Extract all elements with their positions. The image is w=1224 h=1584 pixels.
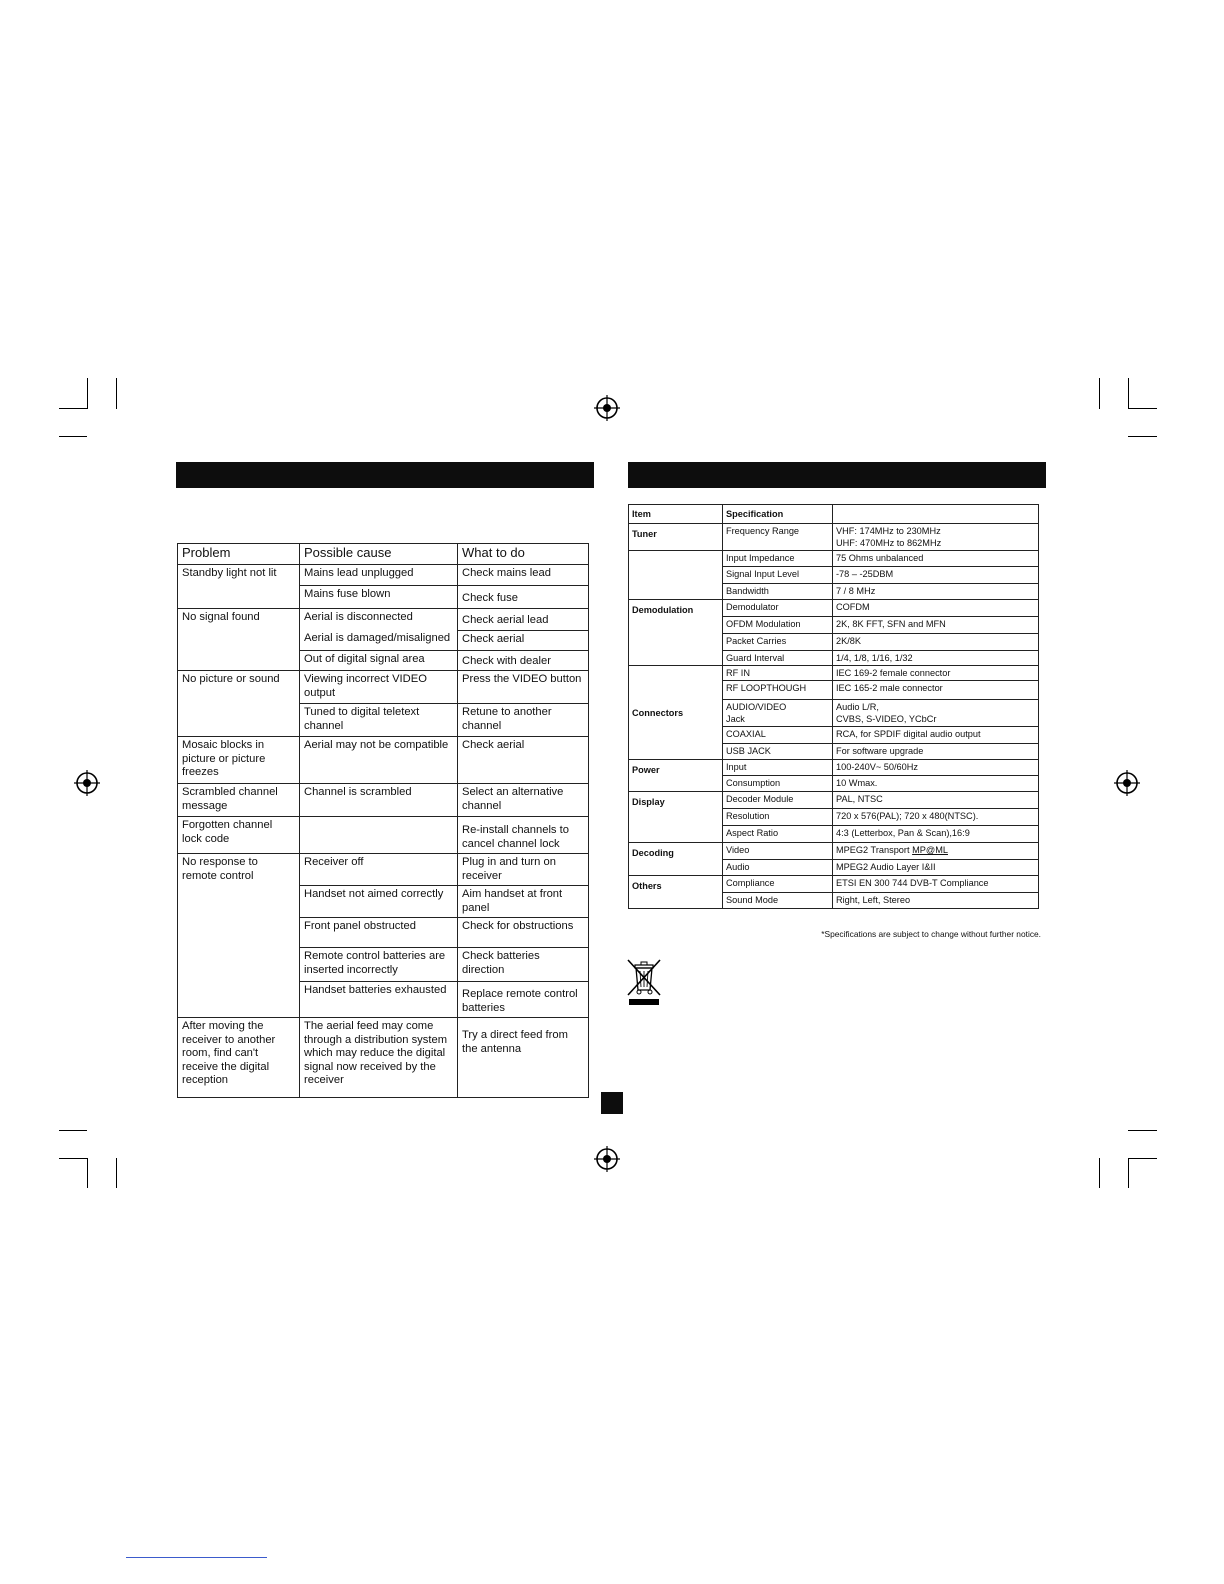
table-row	[629, 551, 1039, 567]
value-cell: Right, Left, Stereo	[833, 893, 1039, 909]
action-cell: Try a direct feed from the antenna	[458, 1018, 589, 1098]
problem-cell: Scrambled channel message	[178, 784, 300, 817]
column-header	[833, 505, 1039, 524]
value-cell: ETSI EN 300 744 DVB-T Compliance	[833, 876, 1039, 893]
problem-cell: No response to remote control	[178, 854, 300, 1018]
crop-mark	[1128, 436, 1157, 437]
table-row	[178, 565, 589, 586]
table-row	[178, 1018, 589, 1098]
item-cell: Input Impedance	[723, 551, 833, 567]
crop-mark	[59, 1158, 87, 1159]
item-cell: Consumption	[723, 776, 833, 792]
cause-cell: Viewing incorrect VIDEO output	[300, 671, 458, 704]
value-cell: 75 Ohms unbalanced	[833, 551, 1039, 567]
action-cell: Check with dealer	[458, 650, 589, 671]
table-header-row	[629, 505, 1039, 524]
cause-cell: Mains fuse blown	[300, 586, 458, 609]
cause-cell: Remote control batteries are inserted incorrectly	[300, 948, 458, 982]
action-cell: Check aerial lead	[458, 609, 589, 631]
cause-cell: Channel is scrambled	[300, 784, 458, 817]
action-cell: Check for obstructions	[458, 918, 589, 948]
table-row	[178, 784, 589, 817]
action-cell: Aim handset at front panel	[458, 886, 589, 918]
item-cell: USB JACK	[723, 744, 833, 760]
group-cell: Decoding	[629, 843, 723, 876]
crop-mark	[59, 408, 87, 409]
item-cell: Demodulator	[723, 600, 833, 617]
value-line: VHF: 174MHz to 230MHz	[836, 526, 941, 536]
value-cell: COFDM	[833, 600, 1039, 617]
column-header: What to do	[458, 544, 589, 565]
item-cell: Compliance	[723, 876, 833, 893]
specifications-table	[628, 504, 1039, 909]
table-row	[629, 600, 1039, 617]
item-cell: OFDM Modulation	[723, 617, 833, 634]
page-number-block	[601, 1092, 623, 1114]
item-cell: Guard Interval	[723, 651, 833, 666]
value-cell: 10 Wmax.	[833, 776, 1039, 792]
value-cell: 1/4, 1/8, 1/16, 1/32	[833, 651, 1039, 666]
action-cell: Check fuse	[458, 586, 589, 609]
table-row	[178, 817, 589, 854]
specifications-header-bar	[628, 462, 1046, 488]
cause-cell: Handset not aimed correctly	[300, 886, 458, 918]
crop-mark	[1099, 378, 1100, 409]
crop-mark	[1128, 1158, 1157, 1159]
table-row	[629, 760, 1039, 776]
value-cell: -78 – -25DBM	[833, 567, 1039, 584]
action-cell: Check batteries direction	[458, 948, 589, 982]
cause-cell: Receiver off	[300, 854, 458, 886]
group-cell: Display	[629, 792, 723, 843]
item-line: AUDIO/VIDEO	[726, 702, 787, 712]
action-cell: Retune to another channel	[458, 704, 589, 737]
table-row	[178, 671, 589, 704]
value-underlined-text: MP@ML	[912, 845, 948, 855]
crop-mark	[1099, 1158, 1100, 1188]
item-cell: Aspect Ratio	[723, 826, 833, 843]
cause-cell: Out of digital signal area	[300, 650, 458, 671]
crop-mark	[87, 1158, 88, 1188]
problem-cell: Forgotten channel lock code	[178, 817, 300, 854]
item-cell	[723, 700, 833, 727]
crop-mark	[116, 1158, 117, 1188]
group-cell: Connectors	[629, 666, 723, 760]
value-cell: For software upgrade	[833, 744, 1039, 760]
crosshair-registration-icon	[74, 770, 100, 796]
value-line: Audio L/R,	[836, 702, 879, 712]
item-cell: Decoder Module	[723, 792, 833, 809]
cause-cell: Front panel obstructed	[300, 918, 458, 948]
action-cell: Replace remote control batteries	[458, 982, 589, 1018]
table-header-row	[178, 544, 589, 565]
crossed-out-wheelie-bin-icon	[626, 957, 662, 1007]
cause-cell	[300, 817, 458, 854]
table-row	[629, 843, 1039, 860]
table-row	[178, 737, 589, 784]
value-cell: 2K, 8K FFT, SFN and MFN	[833, 617, 1039, 634]
column-header: Possible cause	[300, 544, 458, 565]
value-cell: 4:3 (Letterbox, Pan & Scan),16:9	[833, 826, 1039, 843]
group-cell: Tuner	[629, 524, 723, 551]
crop-mark	[59, 1130, 87, 1131]
group-cell: Power	[629, 760, 723, 792]
column-header: Item	[629, 505, 723, 524]
value-cell	[833, 700, 1039, 727]
crop-mark	[87, 378, 88, 409]
column-header: Specification	[723, 505, 833, 524]
problem-cell: No signal found	[178, 609, 300, 671]
value-cell: 2K/8K	[833, 634, 1039, 651]
action-cell: Check aerial	[458, 630, 589, 650]
action-cell: Press the VIDEO button	[458, 671, 589, 704]
crop-mark	[1128, 408, 1157, 409]
specifications-footnote: *Specifications are subject to change without further notice.	[821, 929, 1041, 939]
item-cell: Frequency Range	[723, 524, 833, 551]
divider	[126, 1557, 267, 1558]
item-cell: Audio	[723, 860, 833, 876]
problem-cell: Standby light not lit	[178, 565, 300, 609]
item-cell: Packet Carries	[723, 634, 833, 651]
table-row	[629, 666, 1039, 681]
item-cell: COAXIAL	[723, 727, 833, 744]
cause-cell: Aerial is disconnected	[300, 609, 458, 631]
action-cell: Select an alternative channel	[458, 784, 589, 817]
item-cell: RF LOOPTHOUGH	[723, 681, 833, 700]
cause-cell: Tuned to digital teletext channel	[300, 704, 458, 737]
item-cell: Input	[723, 760, 833, 776]
value-line: UHF: 470MHz to 862MHz	[836, 538, 942, 548]
problem-cell: No picture or sound	[178, 671, 300, 737]
group-cell	[629, 551, 723, 600]
item-cell: Resolution	[723, 809, 833, 826]
group-cell: Demodulation	[629, 600, 723, 666]
value-cell: PAL, NTSC	[833, 792, 1039, 809]
item-cell: Sound Mode	[723, 893, 833, 909]
troubleshooting-header-bar	[176, 462, 594, 488]
crop-mark	[1128, 1158, 1129, 1188]
cause-cell: Handset batteries exhausted	[300, 982, 458, 1018]
value-cell: MPEG2 Audio Layer I&II	[833, 860, 1039, 876]
cause-cell: Aerial is damaged/misaligned	[300, 630, 458, 650]
crop-mark	[1128, 1130, 1157, 1131]
item-cell: Bandwidth	[723, 584, 833, 600]
item-cell: RF IN	[723, 666, 833, 681]
crosshair-registration-icon	[594, 395, 620, 421]
table-row	[178, 609, 589, 631]
value-cell: IEC 165-2 male connector	[833, 681, 1039, 700]
value-cell: RCA, for SPDIF digital audio output	[833, 727, 1039, 744]
value-cell: 720 x 576(PAL); 720 x 480(NTSC).	[833, 809, 1039, 826]
crop-mark	[1128, 378, 1129, 409]
table-row	[178, 854, 589, 886]
table-row	[629, 524, 1039, 551]
cause-cell: Mains lead unplugged	[300, 565, 458, 586]
crop-mark	[59, 436, 87, 437]
crop-mark	[116, 378, 117, 409]
problem-cell: After moving the receiver to another room, find can't receive the digital reception	[178, 1018, 300, 1098]
cause-cell: Aerial may not be compatible	[300, 737, 458, 784]
value-line: CVBS, S-VIDEO, YCbCr	[836, 714, 937, 724]
action-cell: Check mains lead	[458, 565, 589, 586]
value-cell: 100-240V~ 50/60Hz	[833, 760, 1039, 776]
table-row	[629, 792, 1039, 809]
value-cell	[833, 843, 1039, 860]
value-text: MPEG2 Transport	[836, 845, 913, 855]
value-cell: IEC 169-2 female connector	[833, 666, 1039, 681]
item-cell: Video	[723, 843, 833, 860]
action-cell: Plug in and turn on receiver	[458, 854, 589, 886]
item-line: Jack	[726, 714, 745, 724]
problem-cell: Mosaic blocks in picture or picture freezes	[178, 737, 300, 784]
action-cell: Re-install channels to cancel channel lock	[458, 817, 589, 854]
crosshair-registration-icon	[1114, 770, 1140, 796]
troubleshooting-table	[177, 543, 589, 1098]
value-cell: 7 / 8 MHz	[833, 584, 1039, 600]
item-cell: Signal Input Level	[723, 567, 833, 584]
group-cell: Others	[629, 876, 723, 909]
cause-cell: The aerial feed may come through a distribution system which may reduce the digital signal now received by the receiver	[300, 1018, 458, 1098]
value-cell	[833, 524, 1039, 551]
column-header: Problem	[178, 544, 300, 565]
table-row	[629, 876, 1039, 893]
crosshair-registration-icon	[594, 1146, 620, 1172]
action-cell: Check aerial	[458, 737, 589, 784]
